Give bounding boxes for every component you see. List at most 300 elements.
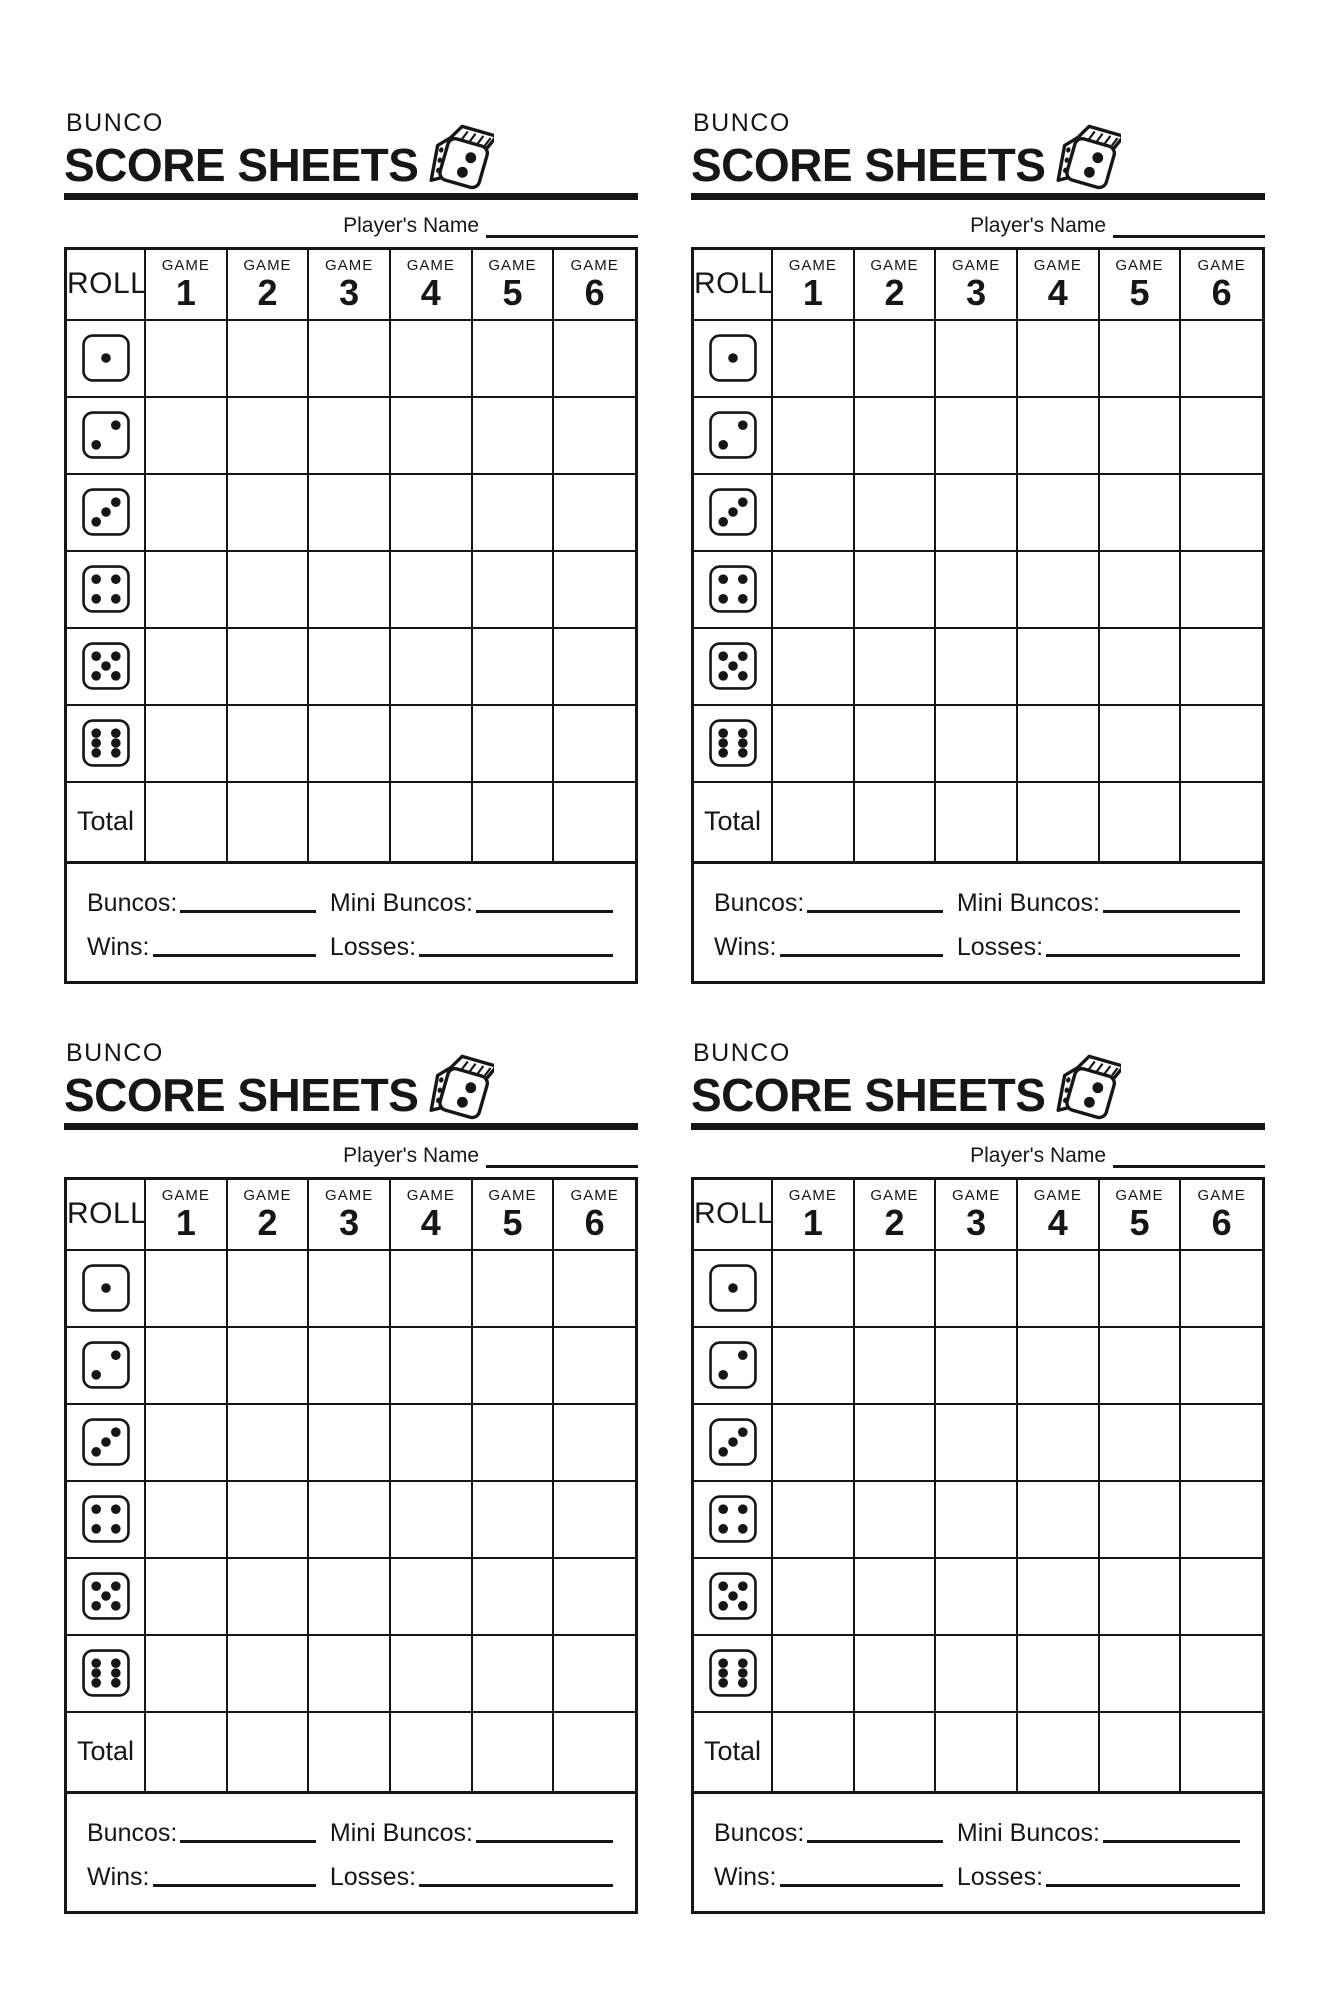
total-cell-game4[interactable] [1017, 782, 1099, 861]
losses-field[interactable] [1046, 1883, 1240, 1887]
game-label: GAME [161, 1186, 210, 1204]
score-cell-die1-game3[interactable] [308, 1250, 390, 1327]
score-cell-die5-game5[interactable] [1099, 628, 1181, 705]
wins-row [87, 1862, 615, 1892]
score-cell-die4-game6[interactable] [1180, 1481, 1262, 1558]
score-cell-die1-game2[interactable] [854, 320, 936, 397]
score-cell-die2-game4[interactable] [1017, 397, 1099, 474]
score-cell-die1-game4[interactable] [1017, 1250, 1099, 1327]
score-cell-die4-game3[interactable] [935, 1481, 1017, 1558]
score-cell-die6-game2[interactable] [854, 1635, 936, 1712]
score-cell-die5-game4[interactable] [1017, 1558, 1099, 1635]
score-cell-die5-game6[interactable] [553, 628, 635, 705]
score-cell-die5-game5[interactable] [472, 1558, 554, 1635]
score-cell-die4-game1[interactable] [145, 1481, 227, 1558]
game-number: 3 [339, 272, 360, 314]
total-cell-game5[interactable] [1099, 1712, 1181, 1791]
score-cell-die2-game3[interactable] [308, 397, 390, 474]
game-label: GAME [243, 256, 292, 274]
total-cell-game5[interactable] [472, 782, 554, 861]
score-cell-die3-game1[interactable] [772, 474, 854, 551]
sheet-header [691, 1040, 1265, 1130]
score-cell-die4-game2[interactable] [854, 1481, 936, 1558]
score-cell-die5-game4[interactable] [390, 1558, 472, 1635]
game-label: GAME [325, 256, 374, 274]
game-number: 1 [175, 272, 196, 314]
score-cell-die5-game2[interactable] [227, 628, 309, 705]
game-label: GAME [952, 1186, 1001, 1204]
score-cell-die5-game1[interactable] [772, 1558, 854, 1635]
buncos-row [714, 1818, 1242, 1848]
score-cell-die6-game2[interactable] [227, 705, 309, 782]
game-number: 4 [1047, 272, 1068, 314]
total-cell-game1[interactable] [772, 1712, 854, 1791]
score-cell-die4-game2[interactable] [227, 1481, 309, 1558]
player-name-label: Player's Name [970, 1143, 1106, 1167]
score-cell-die4-game5[interactable] [1099, 1481, 1181, 1558]
score-cell-die3-game1[interactable] [772, 1404, 854, 1481]
score-cell-die4-game1[interactable] [772, 551, 854, 628]
score-cell-die2-game3[interactable] [308, 1327, 390, 1404]
score-cell-die1-game3[interactable] [935, 1250, 1017, 1327]
score-cell-die6-game5[interactable] [1099, 1635, 1181, 1712]
buncos-field[interactable] [807, 1839, 943, 1843]
score-cell-die4-game2[interactable] [854, 551, 936, 628]
score-cell-die4-game1[interactable] [145, 551, 227, 628]
total-label: Total [67, 1712, 145, 1791]
buncos-field[interactable] [180, 1839, 316, 1843]
score-cell-die4-game2[interactable] [227, 551, 309, 628]
sheet-header [691, 110, 1265, 200]
total-label: Total [694, 1712, 772, 1791]
buncos-row [87, 888, 615, 918]
losses-label: Losses: [956, 933, 1044, 961]
score-cell-die5-game6[interactable] [1180, 1558, 1262, 1635]
score-cell-die1-game6[interactable] [553, 1250, 635, 1327]
score-cell-die3-game3[interactable] [308, 1404, 390, 1481]
score-cell-die5-game3[interactable] [935, 1558, 1017, 1635]
title-rule [64, 1123, 638, 1130]
score-box [64, 247, 638, 984]
score-cell-die2-game1[interactable] [145, 397, 227, 474]
game-number: 6 [584, 1202, 605, 1244]
losses-field[interactable] [419, 953, 613, 957]
player-name-field[interactable] [486, 1164, 638, 1168]
die-face-4-icon [67, 1481, 145, 1558]
mini-buncos-field[interactable] [1103, 1839, 1240, 1843]
score-cell-die4-game4[interactable] [1017, 551, 1099, 628]
total-cell-game2[interactable] [227, 1712, 309, 1791]
total-cell-game6[interactable] [553, 1712, 635, 1791]
game-5-header [1099, 1180, 1181, 1250]
score-cell-die6-game1[interactable] [145, 1635, 227, 1712]
score-cell-die3-game1[interactable] [145, 474, 227, 551]
game-label: GAME [1115, 256, 1164, 274]
game-3-header [935, 1180, 1017, 1250]
score-cell-die2-game3[interactable] [935, 397, 1017, 474]
game-6-header [553, 1180, 635, 1250]
buncos-field[interactable] [180, 909, 316, 913]
game-2-header [227, 1180, 309, 1250]
die-face-3-icon [694, 474, 772, 551]
player-name-row [64, 1142, 638, 1168]
score-cell-die1-game4[interactable] [390, 1250, 472, 1327]
die-face-1-icon [694, 1250, 772, 1327]
score-cell-die4-game4[interactable] [390, 551, 472, 628]
game-6-header [553, 250, 635, 320]
score-cell-die3-game3[interactable] [308, 474, 390, 551]
score-cell-die5-game2[interactable] [854, 628, 936, 705]
score-cell-die2-game6[interactable] [1180, 397, 1262, 474]
total-cell-game6[interactable] [1180, 1712, 1262, 1791]
die-face-1-icon [67, 1250, 145, 1327]
game-1-header [772, 250, 854, 320]
total-cell-game4[interactable] [1017, 1712, 1099, 1791]
die-face-2-icon [694, 1327, 772, 1404]
score-cell-die3-game3[interactable] [935, 474, 1017, 551]
total-cell-game6[interactable] [1180, 782, 1262, 861]
game-4-header [1017, 1180, 1099, 1250]
total-cell-game3[interactable] [935, 782, 1017, 861]
mini-buncos-field[interactable] [476, 909, 613, 913]
score-cell-die3-game4[interactable] [1017, 1404, 1099, 1481]
score-cell-die3-game6[interactable] [1180, 1404, 1262, 1481]
score-cell-die6-game4[interactable] [1017, 705, 1099, 782]
die-face-3-icon [67, 1404, 145, 1481]
score-cell-die4-game3[interactable] [308, 551, 390, 628]
player-name-label: Player's Name [970, 213, 1106, 237]
score-cell-die4-game6[interactable] [553, 551, 635, 628]
score-cell-die4-game4[interactable] [1017, 1481, 1099, 1558]
score-cell-die6-game3[interactable] [308, 1635, 390, 1712]
total-label: Total [67, 782, 145, 861]
score-cell-die3-game2[interactable] [854, 1404, 936, 1481]
score-cell-die1-game3[interactable] [935, 320, 1017, 397]
game-number: 2 [257, 272, 278, 314]
total-cell-game3[interactable] [308, 1712, 390, 1791]
score-table [694, 1180, 1262, 1791]
score-cell-die1-game2[interactable] [227, 320, 309, 397]
score-cell-die5-game6[interactable] [1180, 628, 1262, 705]
score-cell-die4-game6[interactable] [553, 1481, 635, 1558]
game-label: GAME [161, 256, 210, 274]
buncos-row [714, 888, 1242, 918]
die-face-6-icon [694, 705, 772, 782]
score-cell-die5-game3[interactable] [308, 1558, 390, 1635]
game-1-header [145, 250, 227, 320]
die-face-3-icon [67, 474, 145, 551]
game-number: 3 [966, 272, 987, 314]
score-cell-die6-game1[interactable] [772, 1635, 854, 1712]
score-cell-die3-game5[interactable] [472, 1404, 554, 1481]
score-cell-die4-game5[interactable] [472, 1481, 554, 1558]
score-cell-die5-game3[interactable] [308, 628, 390, 705]
game-number: 2 [884, 272, 905, 314]
score-cell-die2-game5[interactable] [472, 397, 554, 474]
buncos-label: Buncos: [87, 1819, 178, 1847]
game-number: 1 [802, 272, 823, 314]
buncos-row [87, 1818, 615, 1848]
score-cell-die6-game2[interactable] [227, 1635, 309, 1712]
mini-buncos-label: Mini Buncos: [329, 889, 473, 917]
score-cell-die3-game5[interactable] [472, 474, 554, 551]
wins-field[interactable] [153, 1883, 316, 1887]
game-5-header [1099, 250, 1181, 320]
roll-header: ROLL [694, 1180, 772, 1250]
sheet-footer [67, 861, 635, 981]
score-cell-die5-game3[interactable] [935, 628, 1017, 705]
score-cell-die5-game1[interactable] [145, 1558, 227, 1635]
total-cell-game1[interactable] [145, 782, 227, 861]
score-cell-die2-game6[interactable] [1180, 1327, 1262, 1404]
score-cell-die2-game6[interactable] [553, 1327, 635, 1404]
score-cell-die1-game1[interactable] [145, 320, 227, 397]
player-name-row [691, 212, 1265, 238]
player-name-row [691, 1142, 1265, 1168]
score-cell-die2-game6[interactable] [553, 397, 635, 474]
score-cell-die2-game5[interactable] [1099, 1327, 1181, 1404]
score-cell-die5-game1[interactable] [772, 628, 854, 705]
score-cell-die6-game2[interactable] [854, 705, 936, 782]
game-number: 2 [257, 1202, 278, 1244]
score-cell-die2-game2[interactable] [854, 1327, 936, 1404]
tilted-die-two-pips-icon [426, 1053, 494, 1134]
game-6-header [1180, 1180, 1262, 1250]
score-cell-die3-game2[interactable] [227, 1404, 309, 1481]
total-cell-game2[interactable] [854, 1712, 936, 1791]
brand-title: BUNCO [693, 1039, 791, 1067]
score-cell-die2-game4[interactable] [390, 1327, 472, 1404]
score-cell-die1-game5[interactable] [472, 1250, 554, 1327]
score-cell-die1-game5[interactable] [472, 320, 554, 397]
score-cell-die6-game4[interactable] [390, 705, 472, 782]
score-cell-die3-game6[interactable] [553, 1404, 635, 1481]
roll-header: ROLL [694, 250, 772, 320]
score-cell-die5-game4[interactable] [390, 628, 472, 705]
player-name-field[interactable] [486, 234, 638, 238]
score-cell-die1-game4[interactable] [390, 320, 472, 397]
game-4-header [390, 1180, 472, 1250]
wins-label: Wins: [714, 1863, 777, 1891]
score-cell-die3-game2[interactable] [227, 474, 309, 551]
total-cell-game4[interactable] [390, 782, 472, 861]
score-cell-die2-game1[interactable] [772, 1327, 854, 1404]
total-cell-game6[interactable] [553, 782, 635, 861]
game-label: GAME [1197, 256, 1246, 274]
die-face-6-icon [67, 705, 145, 782]
score-cell-die3-game4[interactable] [390, 474, 472, 551]
page-title: SCORE SHEETS [64, 1068, 419, 1121]
score-cell-die1-game1[interactable] [772, 320, 854, 397]
game-label: GAME [406, 256, 455, 274]
score-cell-die3-game5[interactable] [1099, 474, 1181, 551]
game-number: 2 [884, 1202, 905, 1244]
score-cell-die2-game4[interactable] [390, 397, 472, 474]
score-cell-die2-game4[interactable] [1017, 1327, 1099, 1404]
page-title: SCORE SHEETS [64, 138, 419, 191]
buncos-label: Buncos: [714, 1819, 805, 1847]
score-cell-die6-game5[interactable] [472, 1635, 554, 1712]
score-cell-die3-game4[interactable] [1017, 474, 1099, 551]
losses-label: Losses: [329, 933, 417, 961]
score-cell-die6-game5[interactable] [472, 705, 554, 782]
score-cell-die2-game1[interactable] [145, 1327, 227, 1404]
game-3-header [308, 1180, 390, 1250]
score-cell-die6-game1[interactable] [145, 705, 227, 782]
score-cell-die3-game1[interactable] [145, 1404, 227, 1481]
wins-row [714, 932, 1242, 962]
score-cell-die6-game6[interactable] [1180, 705, 1262, 782]
game-label: GAME [788, 1186, 837, 1204]
die-face-4-icon [694, 1481, 772, 1558]
game-number: 3 [966, 1202, 987, 1244]
game-4-header [1017, 250, 1099, 320]
wins-label: Wins: [87, 933, 150, 961]
game-label: GAME [325, 1186, 374, 1204]
score-cell-die4-game1[interactable] [772, 1481, 854, 1558]
game-2-header [854, 250, 936, 320]
score-cell-die3-game2[interactable] [854, 474, 936, 551]
score-cell-die5-game5[interactable] [472, 628, 554, 705]
score-cell-die4-game4[interactable] [390, 1481, 472, 1558]
total-cell-game1[interactable] [772, 782, 854, 861]
losses-field[interactable] [1046, 953, 1240, 957]
game-number: 6 [584, 272, 605, 314]
game-5-header [472, 250, 554, 320]
total-cell-game3[interactable] [935, 1712, 1017, 1791]
game-1-header [772, 1180, 854, 1250]
score-cell-die3-game3[interactable] [935, 1404, 1017, 1481]
buncos-field[interactable] [807, 909, 943, 913]
score-cell-die2-game5[interactable] [1099, 397, 1181, 474]
wins-row [87, 932, 615, 962]
score-cell-die1-game6[interactable] [1180, 1250, 1262, 1327]
mini-buncos-field[interactable] [1103, 909, 1240, 913]
game-label: GAME [1033, 1186, 1082, 1204]
total-cell-game5[interactable] [1099, 782, 1181, 861]
score-cell-die6-game5[interactable] [1099, 705, 1181, 782]
player-name-field[interactable] [1113, 234, 1265, 238]
score-cell-die3-game6[interactable] [1180, 474, 1262, 551]
score-cell-die1-game2[interactable] [854, 1250, 936, 1327]
total-cell-game1[interactable] [145, 1712, 227, 1791]
die-face-6-icon [694, 1635, 772, 1712]
losses-field[interactable] [419, 1883, 613, 1887]
score-cell-die6-game3[interactable] [308, 705, 390, 782]
score-cell-die5-game6[interactable] [553, 1558, 635, 1635]
wins-field[interactable] [780, 1883, 943, 1887]
score-cell-die6-game6[interactable] [1180, 1635, 1262, 1712]
score-cell-die3-game5[interactable] [1099, 1404, 1181, 1481]
page-title: SCORE SHEETS [691, 138, 1046, 191]
score-cell-die3-game4[interactable] [390, 1404, 472, 1481]
game-number: 5 [502, 272, 523, 314]
game-number: 5 [1129, 1202, 1150, 1244]
score-cell-die6-game4[interactable] [390, 1635, 472, 1712]
score-sheet [64, 110, 638, 984]
total-cell-game3[interactable] [308, 782, 390, 861]
score-cell-die1-game2[interactable] [227, 1250, 309, 1327]
score-cell-die1-game6[interactable] [1180, 320, 1262, 397]
score-cell-die2-game1[interactable] [772, 397, 854, 474]
mini-buncos-label: Mini Buncos: [956, 1819, 1100, 1847]
score-cell-die4-game3[interactable] [935, 551, 1017, 628]
score-cell-die3-game6[interactable] [553, 474, 635, 551]
sheet-footer [694, 861, 1262, 981]
score-cell-die6-game3[interactable] [935, 1635, 1017, 1712]
score-cell-die1-game1[interactable] [772, 1250, 854, 1327]
game-label: GAME [243, 1186, 292, 1204]
score-cell-die5-game4[interactable] [1017, 628, 1099, 705]
score-cell-die6-game6[interactable] [553, 705, 635, 782]
total-cell-game5[interactable] [472, 1712, 554, 1791]
roll-header: ROLL [67, 250, 145, 320]
score-cell-die2-game2[interactable] [854, 397, 936, 474]
score-cell-die2-game2[interactable] [227, 1327, 309, 1404]
title-line [64, 138, 638, 191]
score-cell-die1-game4[interactable] [1017, 320, 1099, 397]
score-cell-die4-game5[interactable] [1099, 551, 1181, 628]
die-face-2-icon [67, 397, 145, 474]
player-name-label: Player's Name [343, 1143, 479, 1167]
wins-label: Wins: [87, 1863, 150, 1891]
score-cell-die6-game3[interactable] [935, 705, 1017, 782]
game-label: GAME [406, 1186, 455, 1204]
score-cell-die2-game2[interactable] [227, 397, 309, 474]
title-line [691, 138, 1265, 191]
game-number: 3 [339, 1202, 360, 1244]
mini-buncos-field[interactable] [476, 1839, 613, 1843]
total-cell-game2[interactable] [227, 782, 309, 861]
wins-field[interactable] [780, 953, 943, 957]
tilted-die-two-pips-icon [1053, 123, 1121, 204]
score-cell-die4-game5[interactable] [472, 551, 554, 628]
wins-field[interactable] [153, 953, 316, 957]
total-cell-game2[interactable] [854, 782, 936, 861]
score-cell-die5-game1[interactable] [145, 628, 227, 705]
title-line [64, 1068, 638, 1121]
die-face-4-icon [67, 551, 145, 628]
score-cell-die5-game2[interactable] [227, 1558, 309, 1635]
score-cell-die4-game6[interactable] [1180, 551, 1262, 628]
player-name-label: Player's Name [343, 213, 479, 237]
game-label: GAME [1197, 1186, 1246, 1204]
score-cell-die6-game4[interactable] [1017, 1635, 1099, 1712]
score-cell-die1-game6[interactable] [553, 320, 635, 397]
score-cell-die4-game3[interactable] [308, 1481, 390, 1558]
page-title: SCORE SHEETS [691, 1068, 1046, 1121]
total-cell-game4[interactable] [390, 1712, 472, 1791]
score-cell-die5-game5[interactable] [1099, 1558, 1181, 1635]
score-cell-die1-game5[interactable] [1099, 1250, 1181, 1327]
game-1-header [145, 1180, 227, 1250]
player-name-field[interactable] [1113, 1164, 1265, 1168]
score-cell-die5-game2[interactable] [854, 1558, 936, 1635]
mini-buncos-label: Mini Buncos: [329, 1819, 473, 1847]
title-line [691, 1068, 1265, 1121]
score-cell-die6-game6[interactable] [553, 1635, 635, 1712]
score-sheet [691, 1040, 1265, 1914]
player-name-row [64, 212, 638, 238]
score-cell-die2-game3[interactable] [935, 1327, 1017, 1404]
score-sheet [64, 1040, 638, 1914]
score-cell-die6-game1[interactable] [772, 705, 854, 782]
score-cell-die2-game5[interactable] [472, 1327, 554, 1404]
score-cell-die1-game5[interactable] [1099, 320, 1181, 397]
score-cell-die1-game1[interactable] [145, 1250, 227, 1327]
score-cell-die1-game3[interactable] [308, 320, 390, 397]
game-label: GAME [870, 256, 919, 274]
